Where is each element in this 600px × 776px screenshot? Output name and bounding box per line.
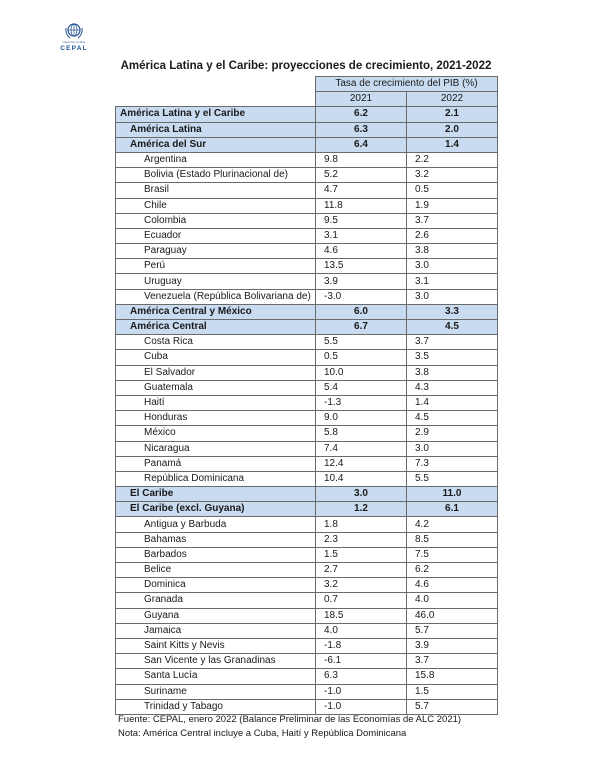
row-name: Colombia: [116, 213, 316, 228]
row-name: Santa Lucía: [116, 669, 316, 684]
row-value-2021: 3.9: [316, 274, 407, 289]
table-row: [116, 380, 498, 395]
row-value-2021: 4.0: [316, 623, 407, 638]
row-name: Guatemala: [116, 380, 316, 395]
definition-note: Nota: América Central incluye a Cuba, Haití y República Dominicana: [118, 728, 407, 739]
table-row: [116, 547, 498, 562]
row-value-2021: 1.5: [316, 547, 407, 562]
table-row: [116, 152, 498, 167]
table-row: [116, 441, 498, 456]
row-value-2021: 5.4: [316, 380, 407, 395]
row-name: Perú: [116, 259, 316, 274]
row-name: Venezuela (República Bolivariana de): [116, 289, 316, 304]
row-value-2021: 11.8: [316, 198, 407, 213]
row-name: Bolivia (Estado Plurinacional de): [116, 168, 316, 183]
table-row: [116, 502, 498, 517]
table-row: [116, 228, 498, 243]
row-value-2021: 0.7: [316, 593, 407, 608]
row-value-2021: 12.4: [316, 456, 407, 471]
row-value-2021: 10.0: [316, 365, 407, 380]
row-name: Brasil: [116, 183, 316, 198]
row-name: Barbados: [116, 547, 316, 562]
row-value-2021: 2.7: [316, 563, 407, 578]
row-value-2022: 3.8: [407, 365, 498, 380]
row-value-2022: 3.9: [407, 638, 498, 653]
row-value-2022: 2.0: [407, 122, 498, 137]
table-row: [116, 274, 498, 289]
row-value-2022: 2.6: [407, 228, 498, 243]
logo-wordmark: CEPAL: [60, 45, 88, 52]
row-value-2022: 7.3: [407, 456, 498, 471]
row-value-2021: 3.2: [316, 578, 407, 593]
row-value-2022: 0.5: [407, 183, 498, 198]
row-value-2021: 6.4: [316, 137, 407, 152]
row-name: El Caribe: [116, 487, 316, 502]
growth-table: [115, 76, 498, 715]
row-name: República Dominicana: [116, 471, 316, 486]
table-row: [116, 259, 498, 274]
row-value-2022: 7.5: [407, 547, 498, 562]
un-emblem-icon: [64, 22, 84, 40]
row-value-2021: 2.3: [316, 532, 407, 547]
row-value-2022: 5.7: [407, 623, 498, 638]
row-name: Nicaragua: [116, 441, 316, 456]
table-row: [116, 426, 498, 441]
row-name: Argentina: [116, 152, 316, 167]
logo-subtitle: Naciones Unidas: [62, 40, 86, 44]
row-name: El Caribe (excl. Guyana): [116, 502, 316, 517]
table-row: [116, 563, 498, 578]
row-value-2022: 5.7: [407, 699, 498, 714]
row-name: Jamaica: [116, 623, 316, 638]
table-row: [116, 304, 498, 319]
table-row: [116, 654, 498, 669]
row-value-2021: -1.8: [316, 638, 407, 653]
table-row: [116, 183, 498, 198]
row-name: El Salvador: [116, 365, 316, 380]
table-row: [116, 593, 498, 608]
row-value-2021: 13.5: [316, 259, 407, 274]
row-name: Chile: [116, 198, 316, 213]
table-row: [116, 456, 498, 471]
row-value-2022: 1.4: [407, 137, 498, 152]
table-row: [116, 411, 498, 426]
page-title: América Latina y el Caribe: proyecciones de crecimiento, 2021-2022: [120, 60, 492, 72]
row-name: Haití: [116, 395, 316, 410]
header-year-2021: 2021: [316, 92, 407, 107]
row-value-2022: 3.8: [407, 244, 498, 259]
row-name: Cuba: [116, 350, 316, 365]
row-value-2021: -1.3: [316, 395, 407, 410]
row-name: Dominica: [116, 578, 316, 593]
row-value-2021: -3.0: [316, 289, 407, 304]
table-row: [116, 198, 498, 213]
row-value-2021: 6.0: [316, 304, 407, 319]
row-value-2021: 4.7: [316, 183, 407, 198]
row-value-2021: 5.2: [316, 168, 407, 183]
row-name: Uruguay: [116, 274, 316, 289]
row-value-2021: 3.0: [316, 487, 407, 502]
table-row: [116, 669, 498, 684]
table-row: [116, 289, 498, 304]
table-row: [116, 638, 498, 653]
row-value-2021: 6.7: [316, 320, 407, 335]
table-row: [116, 335, 498, 350]
row-value-2021: -1.0: [316, 684, 407, 699]
row-value-2021: 0.5: [316, 350, 407, 365]
row-value-2022: 4.6: [407, 578, 498, 593]
table-row: [116, 122, 498, 137]
row-value-2021: 9.5: [316, 213, 407, 228]
row-value-2021: 1.8: [316, 517, 407, 532]
row-name: Honduras: [116, 411, 316, 426]
row-value-2021: 18.5: [316, 608, 407, 623]
row-name: México: [116, 426, 316, 441]
table-row: [116, 350, 498, 365]
row-value-2022: 3.1: [407, 274, 498, 289]
row-value-2021: 6.3: [316, 122, 407, 137]
row-value-2022: 2.2: [407, 152, 498, 167]
table-row: [116, 365, 498, 380]
row-value-2021: 10.4: [316, 471, 407, 486]
row-value-2021: 6.3: [316, 669, 407, 684]
row-name: Trinidad y Tabago: [116, 699, 316, 714]
row-value-2022: 4.5: [407, 320, 498, 335]
table-row: [116, 608, 498, 623]
source-note: Fuente: CEPAL, enero 2022 (Balance Preliminar de las Economías de ALC 2021): [118, 714, 462, 725]
row-value-2021: 3.1: [316, 228, 407, 243]
row-value-2021: 7.4: [316, 441, 407, 456]
row-value-2022: 3.0: [407, 259, 498, 274]
row-name: Suriname: [116, 684, 316, 699]
row-value-2022: 3.0: [407, 441, 498, 456]
table-row: [116, 244, 498, 259]
table-row: [116, 623, 498, 638]
row-name: América del Sur: [116, 137, 316, 152]
table-row: [116, 137, 498, 152]
row-name: San Vicente y las Granadinas: [116, 654, 316, 669]
row-value-2022: 1.9: [407, 198, 498, 213]
row-value-2022: 4.3: [407, 380, 498, 395]
row-value-2021: 4.6: [316, 244, 407, 259]
row-value-2022: 1.4: [407, 395, 498, 410]
header-empty-cell: [116, 77, 316, 107]
table-row: [116, 578, 498, 593]
table-row: [116, 471, 498, 486]
table-row: [116, 684, 498, 699]
row-name: Belice: [116, 563, 316, 578]
row-value-2022: 4.5: [407, 411, 498, 426]
header-group-label: Tasa de crecimiento del PIB (%): [316, 77, 498, 92]
row-value-2022: 1.5: [407, 684, 498, 699]
row-value-2022: 3.7: [407, 335, 498, 350]
row-value-2021: 6.2: [316, 107, 407, 122]
row-value-2022: 46.0: [407, 608, 498, 623]
row-value-2021: 1.2: [316, 502, 407, 517]
row-value-2022: 6.2: [407, 563, 498, 578]
row-name: Bahamas: [116, 532, 316, 547]
row-value-2022: 11.0: [407, 487, 498, 502]
row-value-2022: 4.0: [407, 593, 498, 608]
table-row: [116, 168, 498, 183]
row-value-2022: 2.9: [407, 426, 498, 441]
table-header-row: [116, 77, 498, 92]
footnotes: [118, 713, 461, 741]
table-row: [116, 395, 498, 410]
row-value-2021: 5.5: [316, 335, 407, 350]
row-name: Paraguay: [116, 244, 316, 259]
row-value-2021: 9.0: [316, 411, 407, 426]
row-value-2022: 4.2: [407, 517, 498, 532]
row-name: América Latina: [116, 122, 316, 137]
row-name: Saint Kitts y Nevis: [116, 638, 316, 653]
table-row: [116, 517, 498, 532]
header-year-2022: 2022: [407, 92, 498, 107]
cepal-logo: [56, 22, 92, 53]
row-name: Ecuador: [116, 228, 316, 243]
table-row: [116, 532, 498, 547]
row-value-2022: 3.7: [407, 213, 498, 228]
row-value-2021: -6.1: [316, 654, 407, 669]
row-value-2022: 3.5: [407, 350, 498, 365]
row-value-2022: 15.8: [407, 669, 498, 684]
row-value-2021: 5.8: [316, 426, 407, 441]
row-value-2022: 6.1: [407, 502, 498, 517]
row-name: América Latina y el Caribe: [116, 107, 316, 122]
table-row: [116, 213, 498, 228]
row-name: Guyana: [116, 608, 316, 623]
row-name: Panamá: [116, 456, 316, 471]
table-row: [116, 320, 498, 335]
row-value-2022: 3.0: [407, 289, 498, 304]
row-value-2022: 3.7: [407, 654, 498, 669]
row-value-2021: 9.8: [316, 152, 407, 167]
row-value-2022: 3.3: [407, 304, 498, 319]
row-name: Antigua y Barbuda: [116, 517, 316, 532]
row-value-2022: 2.1: [407, 107, 498, 122]
row-name: Granada: [116, 593, 316, 608]
table-row: [116, 487, 498, 502]
row-value-2022: 8.5: [407, 532, 498, 547]
row-value-2022: 3.2: [407, 168, 498, 183]
table-row: [116, 107, 498, 122]
row-name: América Central y México: [116, 304, 316, 319]
table-body: [116, 107, 498, 715]
row-value-2022: 5.5: [407, 471, 498, 486]
row-value-2021: -1.0: [316, 699, 407, 714]
row-name: América Central: [116, 320, 316, 335]
row-name: Costa Rica: [116, 335, 316, 350]
